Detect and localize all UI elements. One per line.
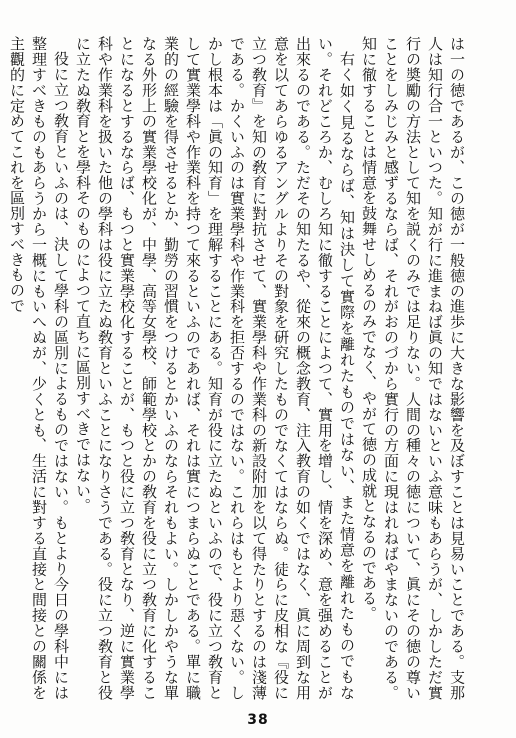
paragraph-3: 役に立つ敎育といふのは、決して學科の區別によるものではない。もとより今日の學科中には整理すべきものもあらうから一概にもいへぬが、少くとも、生活に對する直接と間接との關係を主觀的に定めてこれを區別すべきもので (8, 36, 70, 700)
paragraph-2: 右く如く見るならば、知は決して實際を離れたものではない、また情意を離れたものでもない。それどころか、むしろ知に徹することによつて、實用を增し、情を深め、意を强めることが出來るのである。ただその知たるや、從來の概念教育、注入教育の如くではなく、眞に周到な用意を以てあらゆるアングルよりその對象を硏究したものでなくてはならぬ。徒らに皮相な『役に立つ敎育』を知の敎育に對抗させて、實業學科や作業科の新設附加を以て得たりとするのは淺薄である。かくいふのは實業學科や作業科を拒否するのではない。これらはもとより惡くない。しかし根本は「眞の知育」を理解することにある。知育が役に立たぬといふので、役に立つ敎育として實業學科や作業科を持つて來るといふのであれば、それは實につまらぬことである。單に職業的の經驗を得させるとか、勤勞の習慣をつけるとかいふのならそれもよい。しかしかやうな單なる外形上の實業學校化が、中學、高等女學校、師範學校とかの敎育を役に立つ敎育に化することになるとするならば、もつと實業學校化することが、もつと役に立つ敎育となり、逆に實業學科や作業科を扱いた他の學科は役に立たぬ敎育といふことになりさうである。役に立つ敎育と役に立たぬ敎育とを學科そのものによつて直ちに區別すべきではない。 (74, 36, 356, 700)
paragraph-1: は一の徳であるが、この徳が一般徳の進歩に大きな影響を及ぼすことは見易いことである。支那人は知行合一といつた。知が行に進まねば眞の知ではないといふ意味もあらうが、しかしただ實行の奬勵の方法として知を説くのみでは足りない。人間の種々の徳について、眞にその徳の尊いことをしみじみと感ずるならば、それがおのづから實行の方面に現はれねばやまないのである。知に徹することは情意を鼓舞せしめるのみでなく、やがて徳の成就となるのである。 (360, 36, 466, 700)
vertical-text-body (8, 36, 468, 700)
page-number: 38 (247, 712, 269, 728)
